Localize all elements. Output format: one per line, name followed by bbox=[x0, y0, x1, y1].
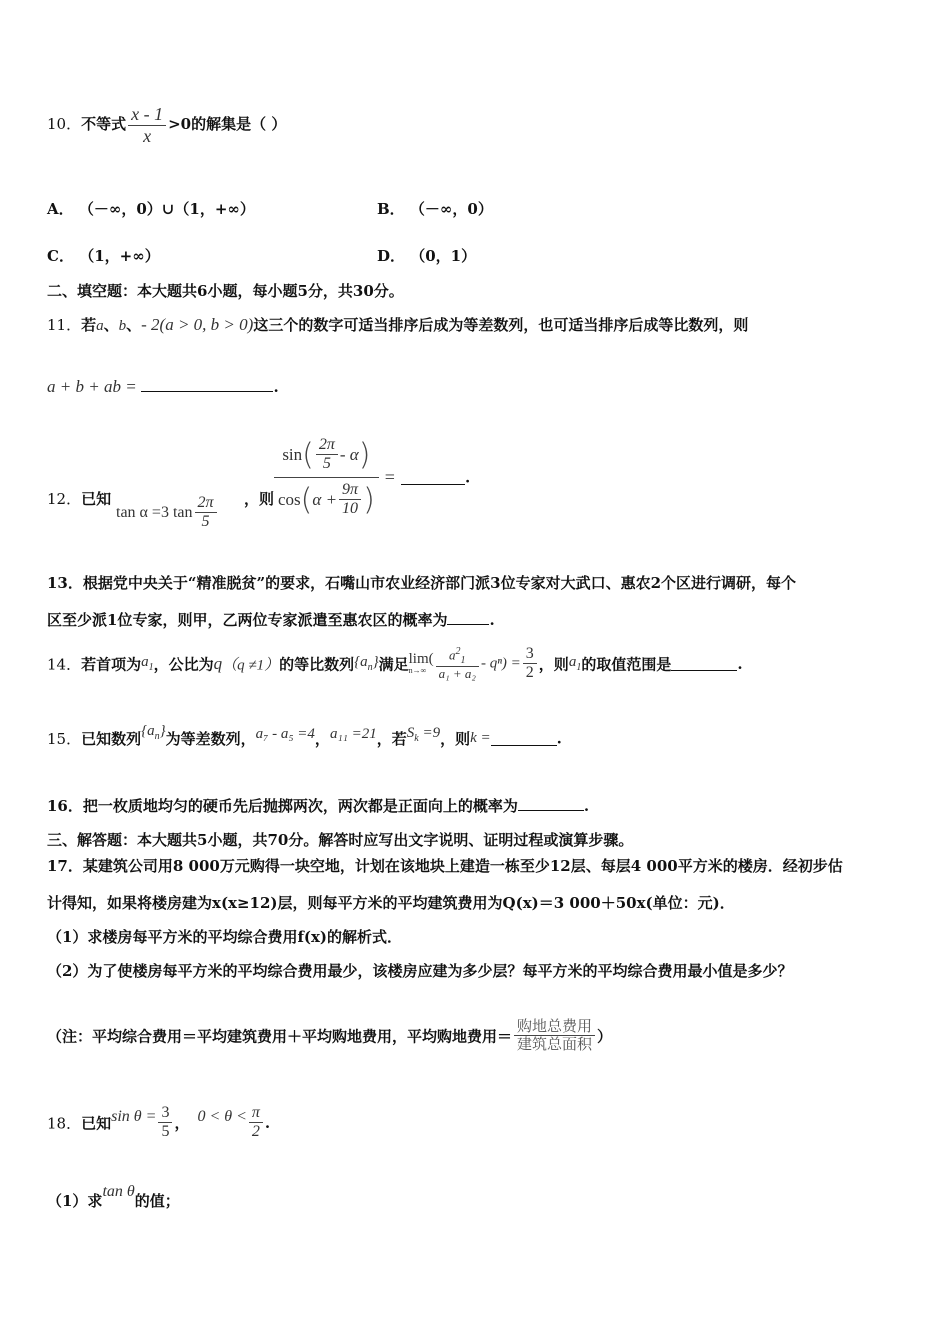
q18-frac-2 bbox=[249, 1104, 263, 1142]
q17-part-1: （1）求楼房每平方米的平均综合费用f(x)的解析式． bbox=[47, 928, 403, 946]
q18-frac-1 bbox=[158, 1104, 172, 1142]
q13-line-2-text: 区至少派1位专家，则甲，乙两位专家派遣至惠农区的概率为 bbox=[47, 611, 448, 629]
q18-part-1 bbox=[47, 1183, 180, 1211]
q12-number: 12． bbox=[47, 490, 82, 508]
q14-lim-tail: - qⁿ) = bbox=[480, 655, 521, 672]
q14-text-f: 的取值范围是 bbox=[581, 655, 672, 674]
q11-expression: - 2(a > 0, b > 0) bbox=[141, 315, 254, 334]
q11-answer-blank[interactable] bbox=[141, 377, 273, 392]
q18-frac-1-num: 3 bbox=[158, 1104, 172, 1123]
q14-seq-subscript: n bbox=[367, 662, 373, 674]
q11-text-a: 若 bbox=[81, 316, 97, 334]
q12-num-left-paren: ( bbox=[302, 437, 314, 473]
q16-answer-blank[interactable] bbox=[518, 796, 584, 811]
q18-sep: ， bbox=[174, 1114, 190, 1133]
q17-part-2: （2）为了使楼房每平方米的平均综合费用最少，该楼房应建为多少层？每平方米的平均综合费用最小值是多少？ bbox=[47, 962, 793, 980]
q17-note-fraction bbox=[514, 1018, 595, 1054]
q10-frac-den: x bbox=[143, 125, 152, 146]
q13-line-1: 13．根据党中央关于“精准脱贫”的要求，石嘴山市农业经济部门派3位专家对大武口、惠农2个区进行调研，每个 bbox=[47, 574, 797, 592]
q17-note bbox=[47, 1018, 612, 1054]
q14-tail: . bbox=[737, 654, 743, 673]
q14-stem bbox=[47, 645, 743, 683]
q14-lim-frac-den: a₁ + a₂ bbox=[438, 666, 476, 682]
q15-text-b: 为等差数列， bbox=[165, 730, 256, 748]
q15-s-subscript: k bbox=[414, 733, 419, 744]
q15-expr-3 bbox=[406, 725, 441, 744]
q13-line-2 bbox=[47, 609, 495, 630]
q14-text-b: ，公比为 bbox=[153, 655, 214, 674]
q15-s-tail: =9 bbox=[422, 725, 441, 741]
q14-rhs-num: 3 bbox=[523, 645, 537, 664]
q16-tail: . bbox=[583, 797, 590, 815]
q15-text-a: 已知数列 bbox=[81, 730, 142, 748]
q12-tan-frac-den: 5 bbox=[201, 513, 210, 531]
q11-answer-line bbox=[47, 377, 279, 397]
q12-answer-blank[interactable] bbox=[401, 470, 465, 485]
q12-sin: sin bbox=[282, 444, 303, 464]
q10-option-b-label: B． bbox=[377, 200, 405, 218]
q15-tail: . bbox=[556, 729, 562, 748]
q12-den-head: α + bbox=[312, 489, 338, 509]
q15-seq-symbol: {a bbox=[141, 723, 155, 739]
q16-stem bbox=[47, 795, 589, 816]
q12-num-inner-fraction bbox=[316, 436, 338, 474]
q14-a1-symbol: a bbox=[141, 654, 149, 671]
q11-sep-2: 、 bbox=[126, 316, 142, 334]
q15-expr-1: a₇ - a₅ =4 bbox=[255, 726, 315, 742]
q18-expr-2: 0 < θ < bbox=[197, 1107, 247, 1125]
q14-q: q bbox=[213, 653, 223, 673]
q14-lim-num-sub: 1 bbox=[460, 654, 466, 666]
q10-fraction bbox=[128, 104, 166, 146]
q10-option-d bbox=[377, 245, 476, 266]
q15-sequence bbox=[141, 723, 166, 742]
q12-tan-expression bbox=[116, 494, 219, 532]
q12-tan-expr: tan α =3 tan bbox=[116, 503, 193, 521]
q10-frac-num: x - 1 bbox=[128, 104, 166, 126]
q12-den-inner-num: 9π bbox=[339, 481, 361, 500]
q15-expr-2: a₁₁ =21 bbox=[329, 726, 377, 742]
q18-frac-2-num: π bbox=[249, 1104, 263, 1123]
q18-frac-1-den: 5 bbox=[161, 1123, 170, 1141]
q11-stem bbox=[47, 314, 748, 335]
q14-number: 14． bbox=[47, 655, 82, 674]
q14-sequence bbox=[354, 654, 379, 674]
q18-frac-2-den: 2 bbox=[251, 1123, 260, 1141]
q15-seq-close: } bbox=[159, 723, 166, 739]
q12-big-numerator bbox=[274, 436, 379, 478]
q12-den-inner-fraction bbox=[339, 481, 361, 519]
q10-option-b-text: （－∞，0） bbox=[409, 200, 493, 218]
q18-part-1-expr: tan θ bbox=[102, 1183, 135, 1200]
q14-lim-num-sup: 2 bbox=[455, 645, 461, 657]
q15-text-d: ，则 bbox=[440, 730, 471, 748]
q11-var-a: a bbox=[96, 318, 104, 334]
q15-s-symbol: S bbox=[406, 725, 415, 741]
q17-note-frac-num: 购地总费用 bbox=[514, 1018, 595, 1036]
q10-stem bbox=[47, 104, 286, 146]
q14-condition: （q ≠1） bbox=[222, 657, 280, 674]
q14-a1b-symbol: a bbox=[568, 654, 577, 671]
q12-tail: . bbox=[464, 468, 471, 487]
q14-a1 bbox=[141, 654, 154, 674]
q14-rhs-den: 2 bbox=[525, 664, 534, 682]
q18-part-1-text-a: （1）求 bbox=[47, 1192, 103, 1210]
q17-line-2: 计得知，如果将楼房建为x(x≥12)层，则每平方米的平均建筑费用为Q(x)＝3 000＋50x(单位：元)． bbox=[47, 894, 735, 912]
q12-den-inner-den: 10 bbox=[342, 500, 359, 518]
q10-option-b bbox=[377, 198, 493, 219]
q11-tail: . bbox=[273, 378, 279, 396]
q12-num-right-paren: ) bbox=[358, 437, 371, 473]
q10-text-b: >0的解集是（ ） bbox=[168, 115, 287, 134]
q14-lim-frac-num bbox=[436, 646, 479, 667]
q14-seq-close: } bbox=[372, 654, 379, 671]
q14-lim-text: lim( bbox=[408, 651, 434, 668]
q10-option-a-label: A． bbox=[47, 200, 74, 218]
q12-equals: = bbox=[384, 466, 395, 487]
q12-text-b: ，则 bbox=[244, 490, 275, 508]
q10-option-c bbox=[47, 245, 160, 266]
q11-sep-1: 、 bbox=[103, 316, 119, 334]
q12-den-left-paren: ( bbox=[300, 482, 313, 518]
q11-answer-expr: a + b + ab = bbox=[47, 377, 137, 396]
q14-answer-blank[interactable] bbox=[671, 656, 737, 671]
q15-seq-subscript: n bbox=[154, 731, 160, 742]
q18-tail: . bbox=[264, 1113, 271, 1132]
q14-text-d: 满足 bbox=[378, 655, 409, 674]
q12-num-inner-den: 5 bbox=[322, 455, 331, 473]
q11-number: 11． bbox=[47, 316, 82, 334]
q12-tan-frac-num: 2π bbox=[195, 494, 217, 513]
q12-tan-fraction bbox=[195, 494, 217, 532]
q15-text-c: ，若 bbox=[376, 730, 407, 748]
q13-tail: . bbox=[489, 611, 495, 629]
q12-cos: cos bbox=[278, 489, 301, 509]
q18-part-1-text-b: 的值； bbox=[134, 1192, 180, 1210]
q14-limit bbox=[409, 652, 434, 675]
q18-stem bbox=[47, 1104, 270, 1142]
q14-text-e: ，则 bbox=[538, 655, 569, 674]
q18-expr-1: sin θ = bbox=[111, 1107, 157, 1125]
q12-big-denominator bbox=[274, 478, 379, 519]
q10-option-c-label: C． bbox=[47, 247, 74, 265]
q10-option-d-label: D． bbox=[377, 247, 406, 265]
q12-number-text bbox=[47, 488, 111, 509]
q11-text-b: 这三个的数字可适当排序后成为等差数列，也可适当排序后成等比数列，则 bbox=[253, 316, 749, 334]
q12-den-right-paren: ) bbox=[363, 482, 375, 518]
q14-lim-num-symbol: a bbox=[449, 647, 456, 663]
q18-text-a: 已知 bbox=[81, 1114, 112, 1133]
q15-expr-4: k = bbox=[470, 730, 491, 746]
q14-a1-b bbox=[568, 654, 582, 674]
q17-note-frac-den: 建筑总面积 bbox=[517, 1035, 593, 1054]
q15-sep-1: ， bbox=[314, 730, 330, 748]
q17-line-1: 17．某建筑公司用8 000万元购得一块空地，计划在该地块上建造一栋至少12层、每层4 000平方米的楼房．经初步估 bbox=[47, 857, 843, 875]
q14-a1-subscript: 1 bbox=[148, 662, 154, 674]
section-3-heading: 三、解答题：本大题共5小题，共70分。解答时应写出文字说明、证明过程或演算步骤。 bbox=[47, 831, 634, 849]
q10-option-d-text: （0，1） bbox=[410, 247, 477, 265]
q10-number: 10． bbox=[47, 115, 82, 134]
q15-stem bbox=[47, 723, 562, 749]
q17-note-text-a: （注：平均综合费用＝平均建筑费用＋平均购地费用，平均购地费用＝ bbox=[47, 1027, 513, 1046]
section-2-heading: 二、填空题：本大题共6小题，每小题5分，共30分。 bbox=[47, 282, 404, 300]
q13-answer-blank[interactable] bbox=[447, 610, 489, 625]
q12-num-tail: - α bbox=[339, 444, 359, 464]
q12-num-inner-num: 2π bbox=[316, 436, 338, 455]
q17-note-text-b: ） bbox=[597, 1027, 613, 1046]
q14-lim-subscript: n→∞ bbox=[408, 666, 427, 676]
q10-text-a: 不等式 bbox=[81, 115, 127, 134]
q10-option-a-text: （－∞，0）∪（1，+∞） bbox=[78, 200, 255, 218]
q14-a1b-subscript: 1 bbox=[576, 662, 582, 674]
q11-var-b: b bbox=[118, 318, 127, 334]
q14-seq-symbol: {a bbox=[354, 654, 368, 671]
q14-text-c: 的等比数列 bbox=[279, 655, 355, 674]
q12-text-a: 已知 bbox=[81, 490, 112, 508]
q18-number: 18． bbox=[47, 1114, 82, 1133]
q14-lim-fraction bbox=[436, 646, 479, 682]
q14-text-a: 若首项为 bbox=[81, 655, 142, 674]
q14-rhs-fraction bbox=[523, 645, 537, 683]
q15-number: 15． bbox=[47, 730, 82, 748]
q15-answer-blank[interactable] bbox=[491, 731, 557, 746]
q10-option-c-text: （1，+∞） bbox=[79, 247, 160, 265]
q12-big-fraction bbox=[274, 436, 470, 519]
q10-option-a bbox=[47, 198, 255, 219]
q16-text: 16．把一枚质地均匀的硬币先后抛掷两次，两次都是正面向上的概率为 bbox=[47, 797, 518, 815]
